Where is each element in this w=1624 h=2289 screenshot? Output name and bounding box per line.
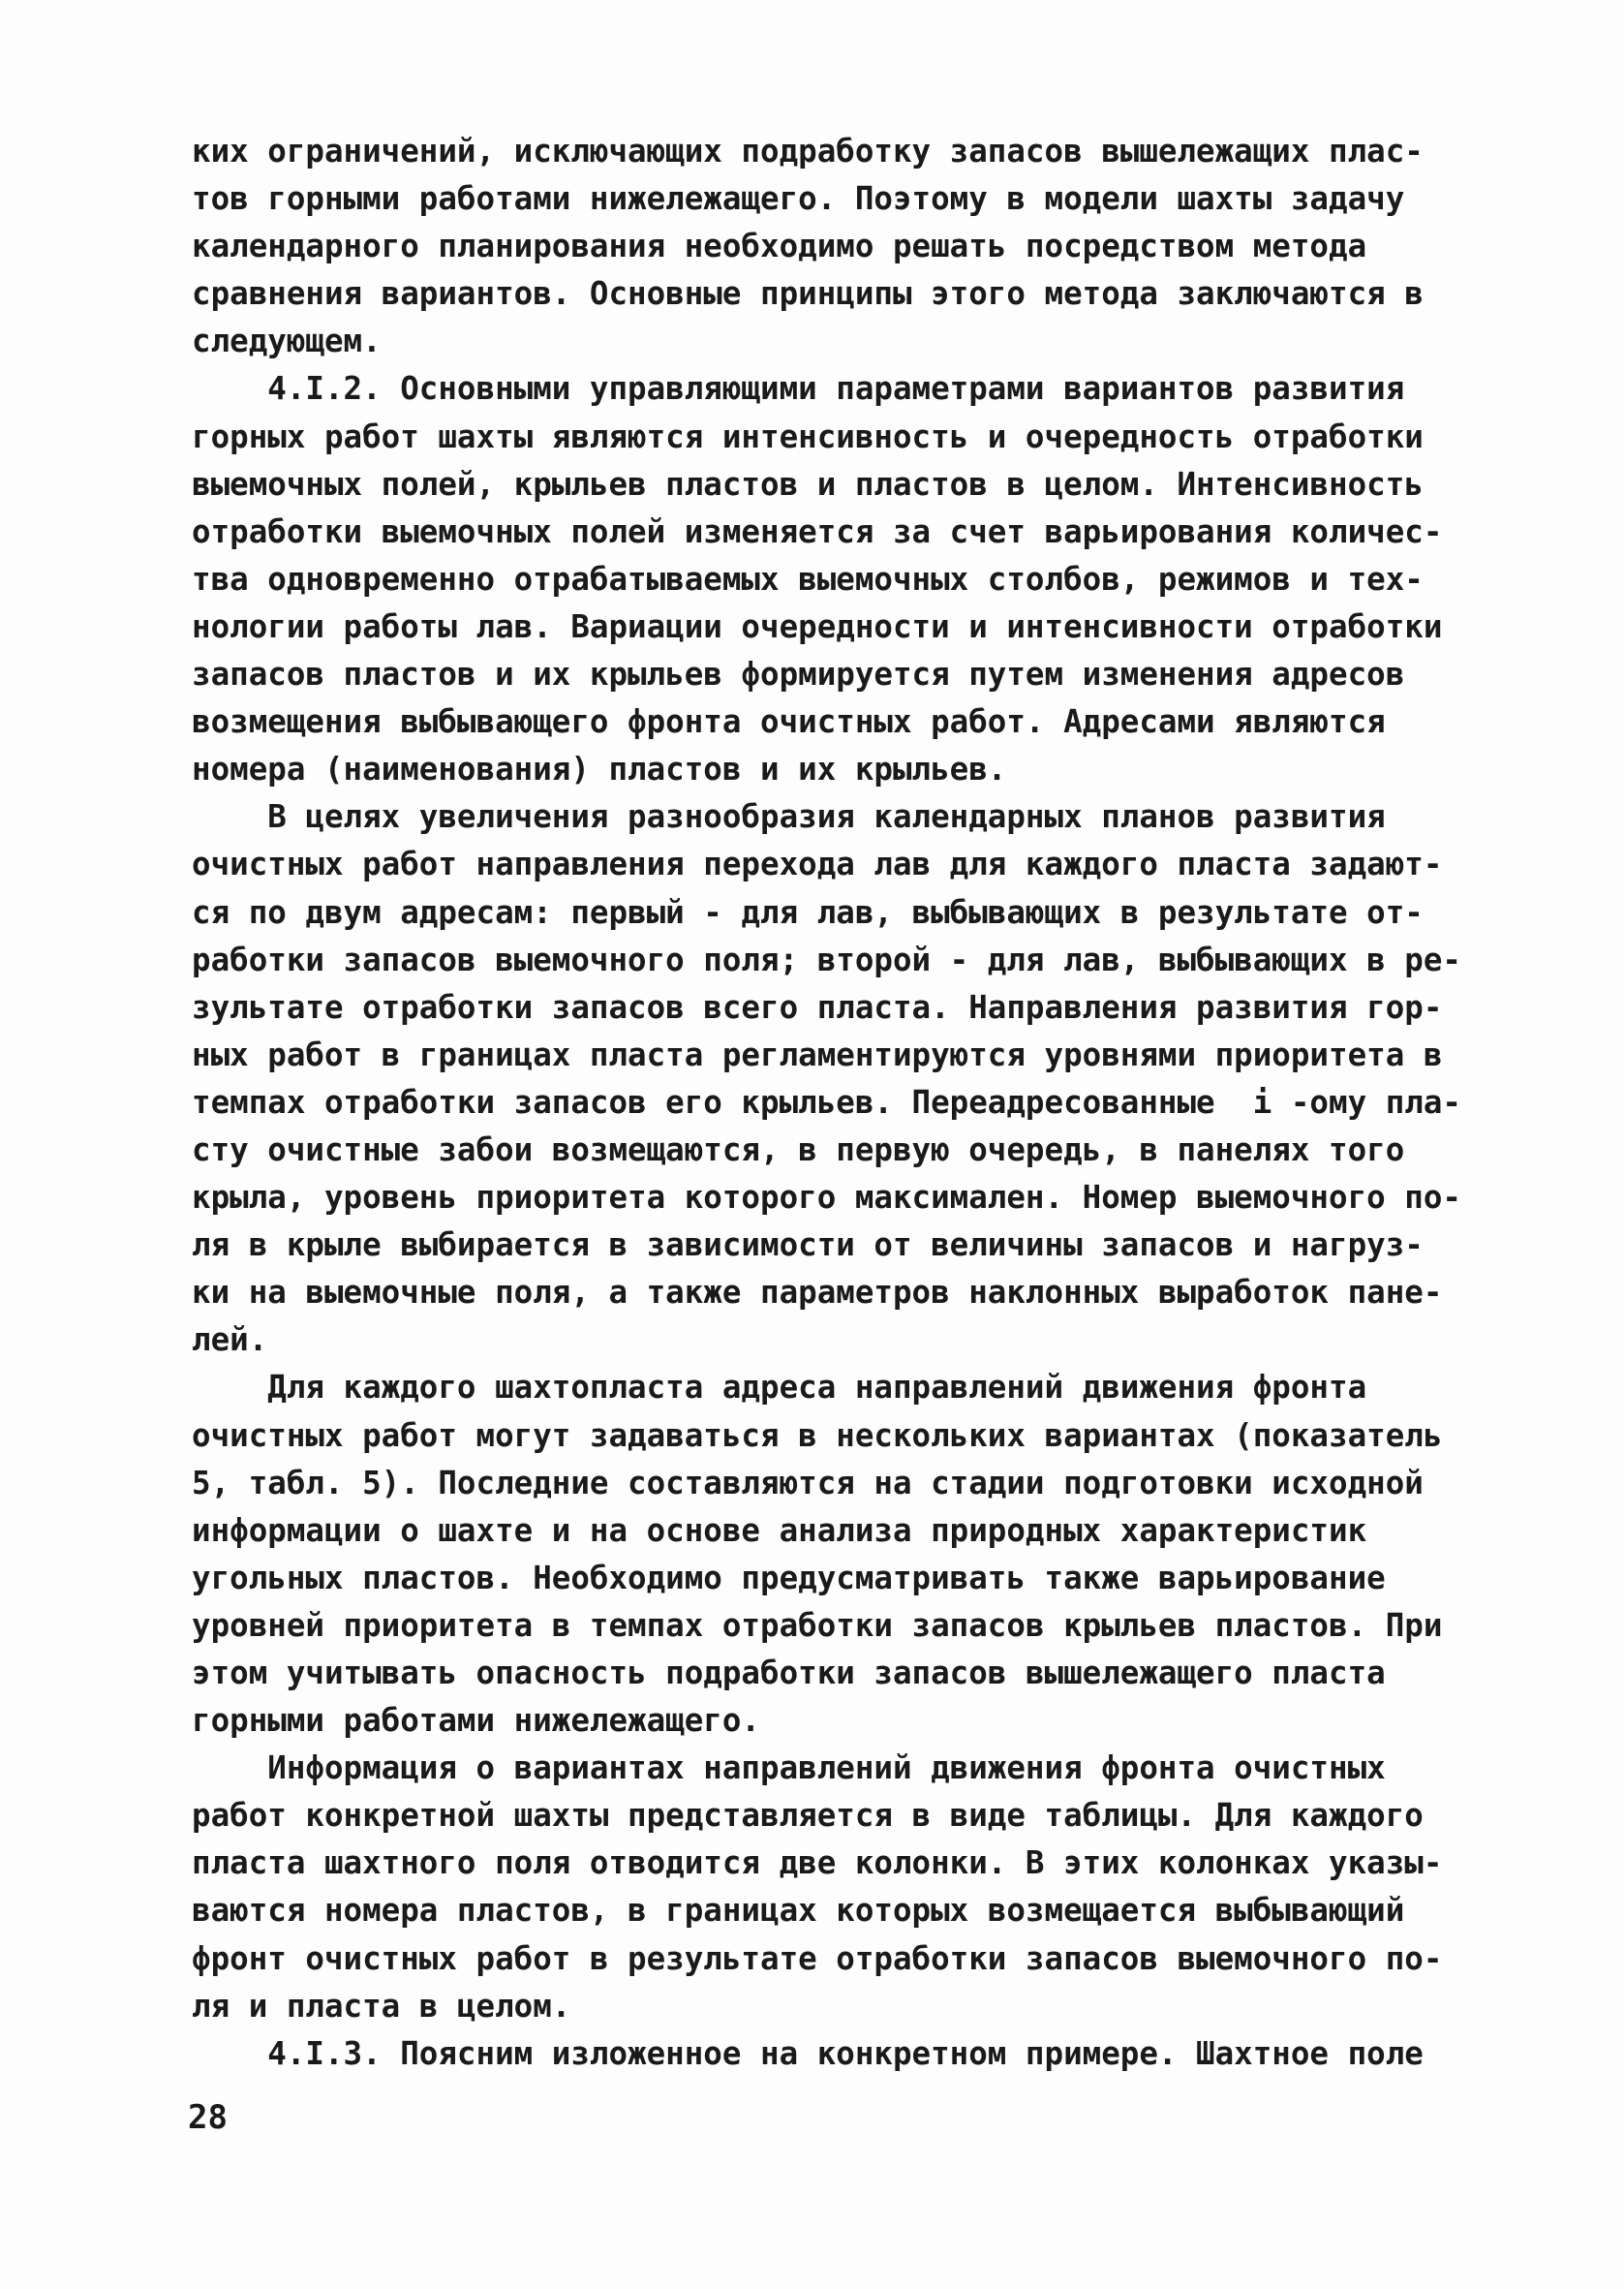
text-line: темпах отработки запасов его крыльев. Переадресованные i -ому пла-	[192, 1083, 1461, 1121]
text-line: очистных работ могут задаваться в нескольких вариантах (показатель	[192, 1416, 1443, 1454]
body-text	[192, 128, 1489, 2078]
page-number: 28	[188, 2098, 228, 2137]
text-line: номера (наименования) пластов и их крыльев.	[192, 751, 1007, 789]
text-line: 4.I.2. Основными управляющими параметрами вариантов развития	[192, 370, 1405, 408]
text-line: пласта шахтного поля отводится две колонки. В этих колонках указы-	[192, 1844, 1443, 1882]
text-line: ля в крыле выбирается в зависимости от величины запасов и нагруз-	[192, 1226, 1424, 1264]
text-line: запасов пластов и их крыльев формируется путем изменения адресов	[192, 656, 1405, 694]
text-line: информации о шахте и на основе анализа природных характеристик	[192, 1511, 1367, 1549]
text-line: сту очистные забои возмещаются, в первую очередь, в панелях того	[192, 1130, 1405, 1168]
text-line: Информация о вариантах направлений движения фронта очистных	[192, 1749, 1386, 1787]
text-line: возмещения выбывающего фронта очистных работ. Адресами являются	[192, 703, 1386, 741]
text-line: ля и пласта в целом.	[192, 1987, 571, 2025]
text-line: выемочных полей, крыльев пластов и пластов в целом. Интенсивность	[192, 465, 1424, 503]
text-line: уровней приоритета в темпах отработки запасов крыльев пластов. При	[192, 1606, 1443, 1644]
text-line: горными работами нижележащего.	[192, 1702, 760, 1740]
text-line: ваются номера пластов, в границах которых возмещается выбывающий	[192, 1892, 1405, 1930]
text-line: лей.	[192, 1321, 268, 1359]
text-line: нологии работы лав. Вариации очередности и интенсивности отработки	[192, 607, 1443, 645]
text-line: ся по двум адресам: первый - для лав, выбывающих в результате от-	[192, 893, 1424, 931]
text-line: очистных работ направления перехода лав для каждого пласта задают-	[192, 846, 1443, 883]
text-line: работ конкретной шахты представляется в виде таблицы. Для каждого	[192, 1797, 1424, 1835]
text-line: сравнения вариантов. Основные принципы этого метода заключаются в	[192, 275, 1424, 313]
text-line: этом учитывать опасность подработки запасов вышележащего пласта	[192, 1655, 1386, 1691]
text-line: ных работ в границах пласта регламентируются уровнями приоритета в	[192, 1036, 1443, 1073]
text-line: В целях увеличения разнообразия календарных планов развития	[192, 798, 1386, 836]
text-line: тов горными работами нижележащего. Поэтому в модели шахты задачу	[192, 180, 1405, 218]
text-line: 4.I.3. Поясним изложенное на конкретном примере. Шахтное поле	[192, 2034, 1424, 2072]
text-line: фронт очистных работ в результате отработки запасов выемочного по-	[192, 1939, 1443, 1977]
text-line: следующем.	[192, 323, 382, 360]
text-line: тва одновременно отрабатываемых выемочных столбов, режимов и тех-	[192, 560, 1424, 598]
text-line: календарного планирования необходимо решать посредством метода	[192, 228, 1367, 265]
text-line: отработки выемочных полей изменяется за счет варьирования количес-	[192, 512, 1443, 550]
text-line: зультате отработки запасов всего пласта. Направления развития гор-	[192, 988, 1443, 1026]
text-line: крыла, уровень приоритета которого максимален. Номер выемочного по-	[192, 1179, 1461, 1217]
text-line: Для каждого шахтопласта адреса направлений движения фронта	[192, 1369, 1367, 1407]
text-line: 5, табл. 5). Последние составляются на стадии подготовки исходной	[192, 1464, 1424, 1501]
text-line: работки запасов выемочного поля; второй - для лав, выбывающих в ре-	[192, 941, 1461, 978]
text-line: угольных пластов. Необходимо предусматривать также варьирование	[192, 1559, 1386, 1596]
text-line: ких ограничений, исключающих подработку запасов вышележащих плас-	[192, 133, 1424, 170]
text-line: горных работ шахты являются интенсивность и очередность отработки	[192, 418, 1424, 455]
text-line: ки на выемочные поля, а также параметров наклонных выработок пане-	[192, 1274, 1443, 1312]
